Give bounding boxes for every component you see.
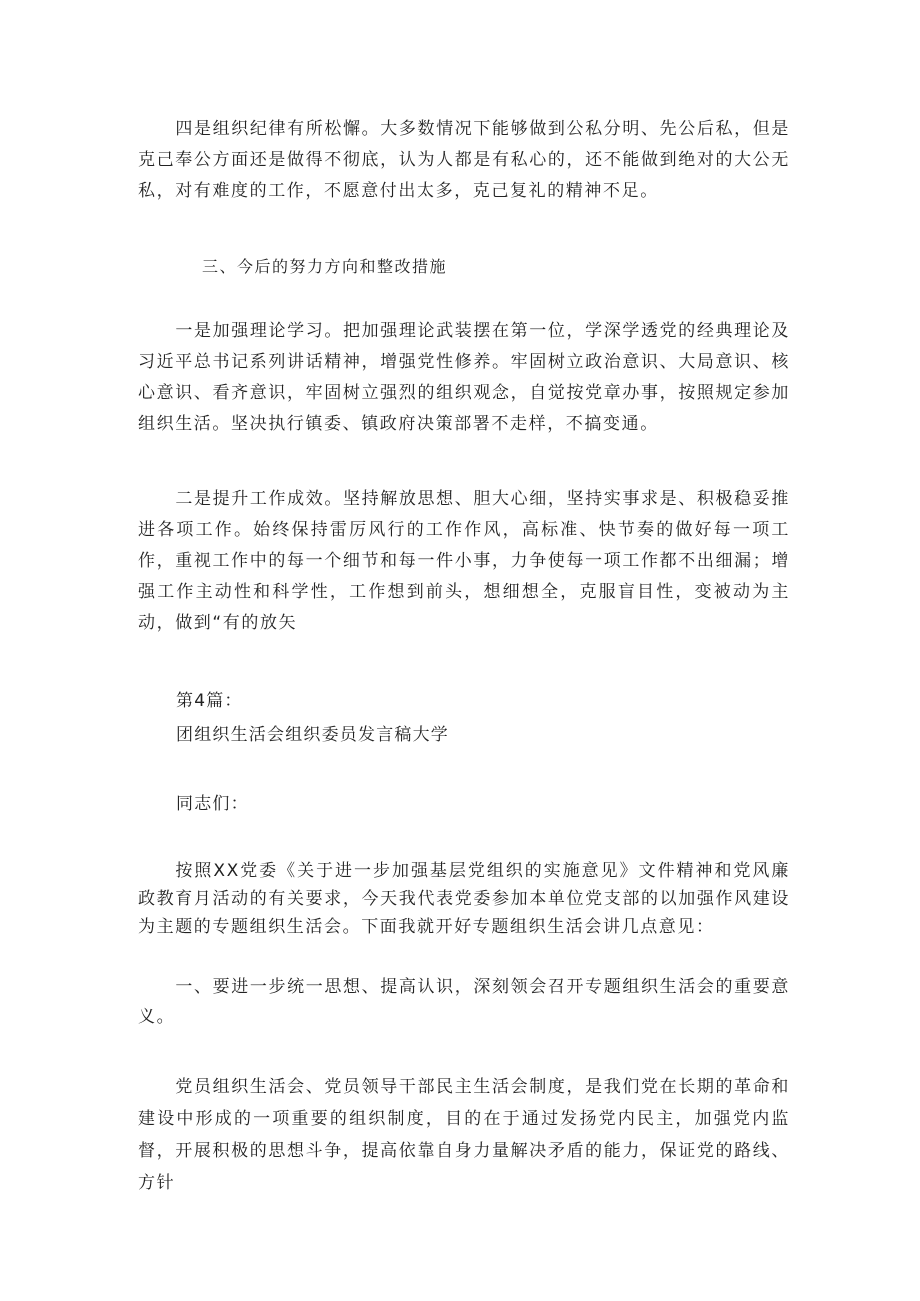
paragraph-organizational-system: 党员组织生活会、党员领导干部民主生活会制度，是我们党在长期的革命和建设中形成的一项重要的组织制度，目的在于通过发扬党内民主，加强党内监督，开展积极的思想斗争，提高依靠自身力量解决矛盾的能力，保证党的路线、方针 [138,1077,790,1193]
paragraph-work-effectiveness: 二是提升工作成效。坚持解放思想、胆大心细，坚持实事求是、积极稳妥推进各项工作。始终保持雷厉风行的工作作风，高标准、快节奏的做好每一项工作，重视工作中的每一个细节和每一件小事，力争使每一项工作都不出细漏；增强工作主动性和科学性，工作想到前头，想细想全，克服盲目性，变被动为主动，做到“有的放矢 [138,489,790,633]
paragraph-point-one: 一、要进一步统一思想、提高认识，深刻领会召开专题组织生活会的重要意义。 [138,977,790,1027]
paragraph-opening: 按照XX党委《关于进一步加强基层党组织的实施意见》文件精神和党风廉政教育月活动的有关要求，今天我代表党委参加本单位党支部的以加强作风建设为主题的专题组织生活会。下面我就开好专题组织生活会讲几点意见： [138,861,790,937]
greeting: 同志们： [176,794,249,814]
section-title: 团组织生活会组织委员发言稿大学 [176,725,449,745]
section-label: 第4篇： [176,691,243,711]
paragraph-theory-study: 一是加强理论学习。把加强理论武装摆在第一位，学深学透党的经典理论及习近平总书记系列讲话精神，增强党性修养。牢固树立政治意识、大局意识、核心意识、看齐意识，牢固树立强烈的组织观念，自觉按党章办事，按照规定参加组织生活。坚决执行镇委、镇政府决策部署不走样，不搞变通。 [138,321,790,434]
section-heading-rectification: 三、今后的努力方向和整改措施 [202,257,448,276]
paragraph-discipline: 四是组织纪律有所松懈。大多数情况下能够做到公私分明、先公后私，但是克己奉公方面还是做得不彻底，认为人都是有私心的，还不能做到绝对的大公无私，对有难度的工作，不愿意付出太多，克己复礼的精神不足。 [138,119,790,201]
